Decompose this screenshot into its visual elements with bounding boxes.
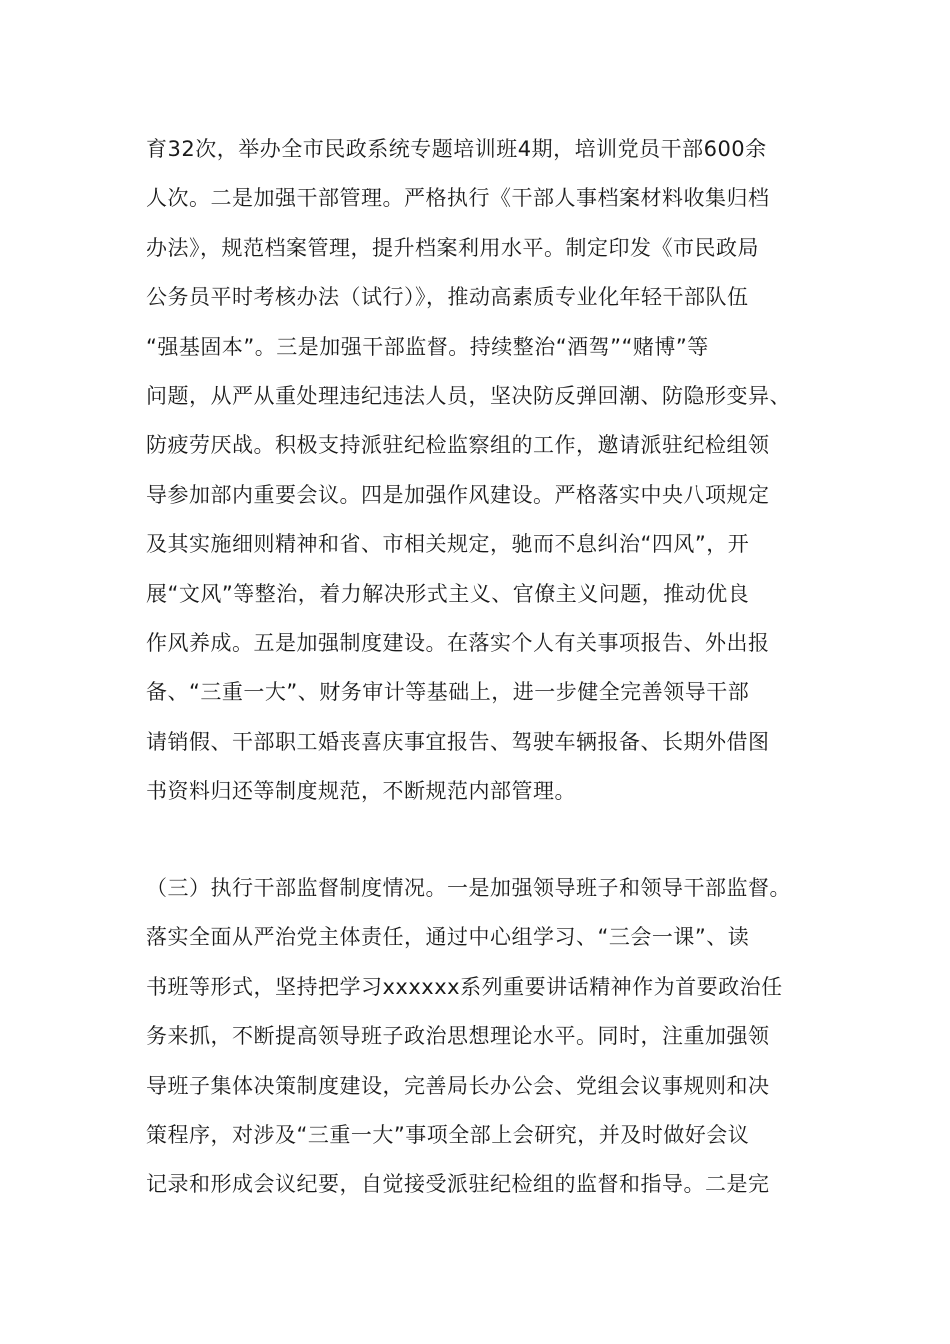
text-line: 作风养成。五是加强制度建设。在落实个人有关事项报告、外出报 <box>146 630 770 655</box>
text-line: 备、“三重一大”、财务审计等基础上，进一步健全完善领导干部 <box>146 680 750 705</box>
text-line: 书资料归还等制度规范，不断规范内部管理。 <box>146 779 576 804</box>
text-line: 书班等形式，坚持把学习xxxxxx系列重要讲话精神作为首要政治任 <box>146 974 783 999</box>
text-line: 记录和形成会议纪要，自觉接受派驻纪检组的监督和指导。二是完 <box>146 1172 770 1197</box>
text-line: 防疲劳厌战。积极支持派驻纪检监察组的工作，邀请派驻纪检组领 <box>146 433 770 458</box>
paragraph-cadre-management <box>146 125 836 816</box>
text-line: 公务员平时考核办法（试行）》，推动高素质专业化年轻干部队伍 <box>146 285 749 310</box>
text-line: 导参加部内重要会议。四是加强作风建设。严格落实中央八项规定 <box>146 482 770 507</box>
text-line: 请销假、干部职工婚丧喜庆事宜报告、驾驶车辆报备、长期外借图 <box>146 729 770 754</box>
text-line: 务来抓，不断提高领导班子政治思想理论水平。同时，注重加强领 <box>146 1024 770 1049</box>
text-line: 展“文风”等整治，着力解决形式主义、官僚主义问题，推动优良 <box>146 581 750 606</box>
text-line: 办法》，规范档案管理，提升档案利用水平。制定印发《市民政局 <box>146 235 759 260</box>
text-line: 育32次，举办全市民政系统专题培训班4期，培训党员干部600余 <box>146 137 767 161</box>
text-line: 问题，从严从重处理违纪违法人员，坚决防反弹回潮、防隐形变异、 <box>146 383 791 408</box>
text-line: 落实全面从严治党主体责任，通过中心组学习、“三会一课”、读 <box>146 925 750 950</box>
text-line: 策程序，对涉及“三重一大”事项全部上会研究，并及时做好会议 <box>146 1122 750 1147</box>
text-line: 人次。二是加强干部管理。严格执行《干部人事档案材料收集归档 <box>146 186 770 211</box>
text-line: 导班子集体决策制度建设，完善局长办公会、党组会议事规则和决 <box>146 1073 770 1098</box>
text-line: “强基固本”。三是加强干部监督。持续整治“酒驾”“赌博”等 <box>146 334 709 359</box>
text-line: （三）执行干部监督制度情况。一是加强领导班子和领导干部监督。 <box>146 876 791 900</box>
paragraph-supervision-system <box>146 864 836 1210</box>
text-line: 及其实施细则精神和省、市相关规定，驰而不息纠治“四风”，开 <box>146 532 750 557</box>
